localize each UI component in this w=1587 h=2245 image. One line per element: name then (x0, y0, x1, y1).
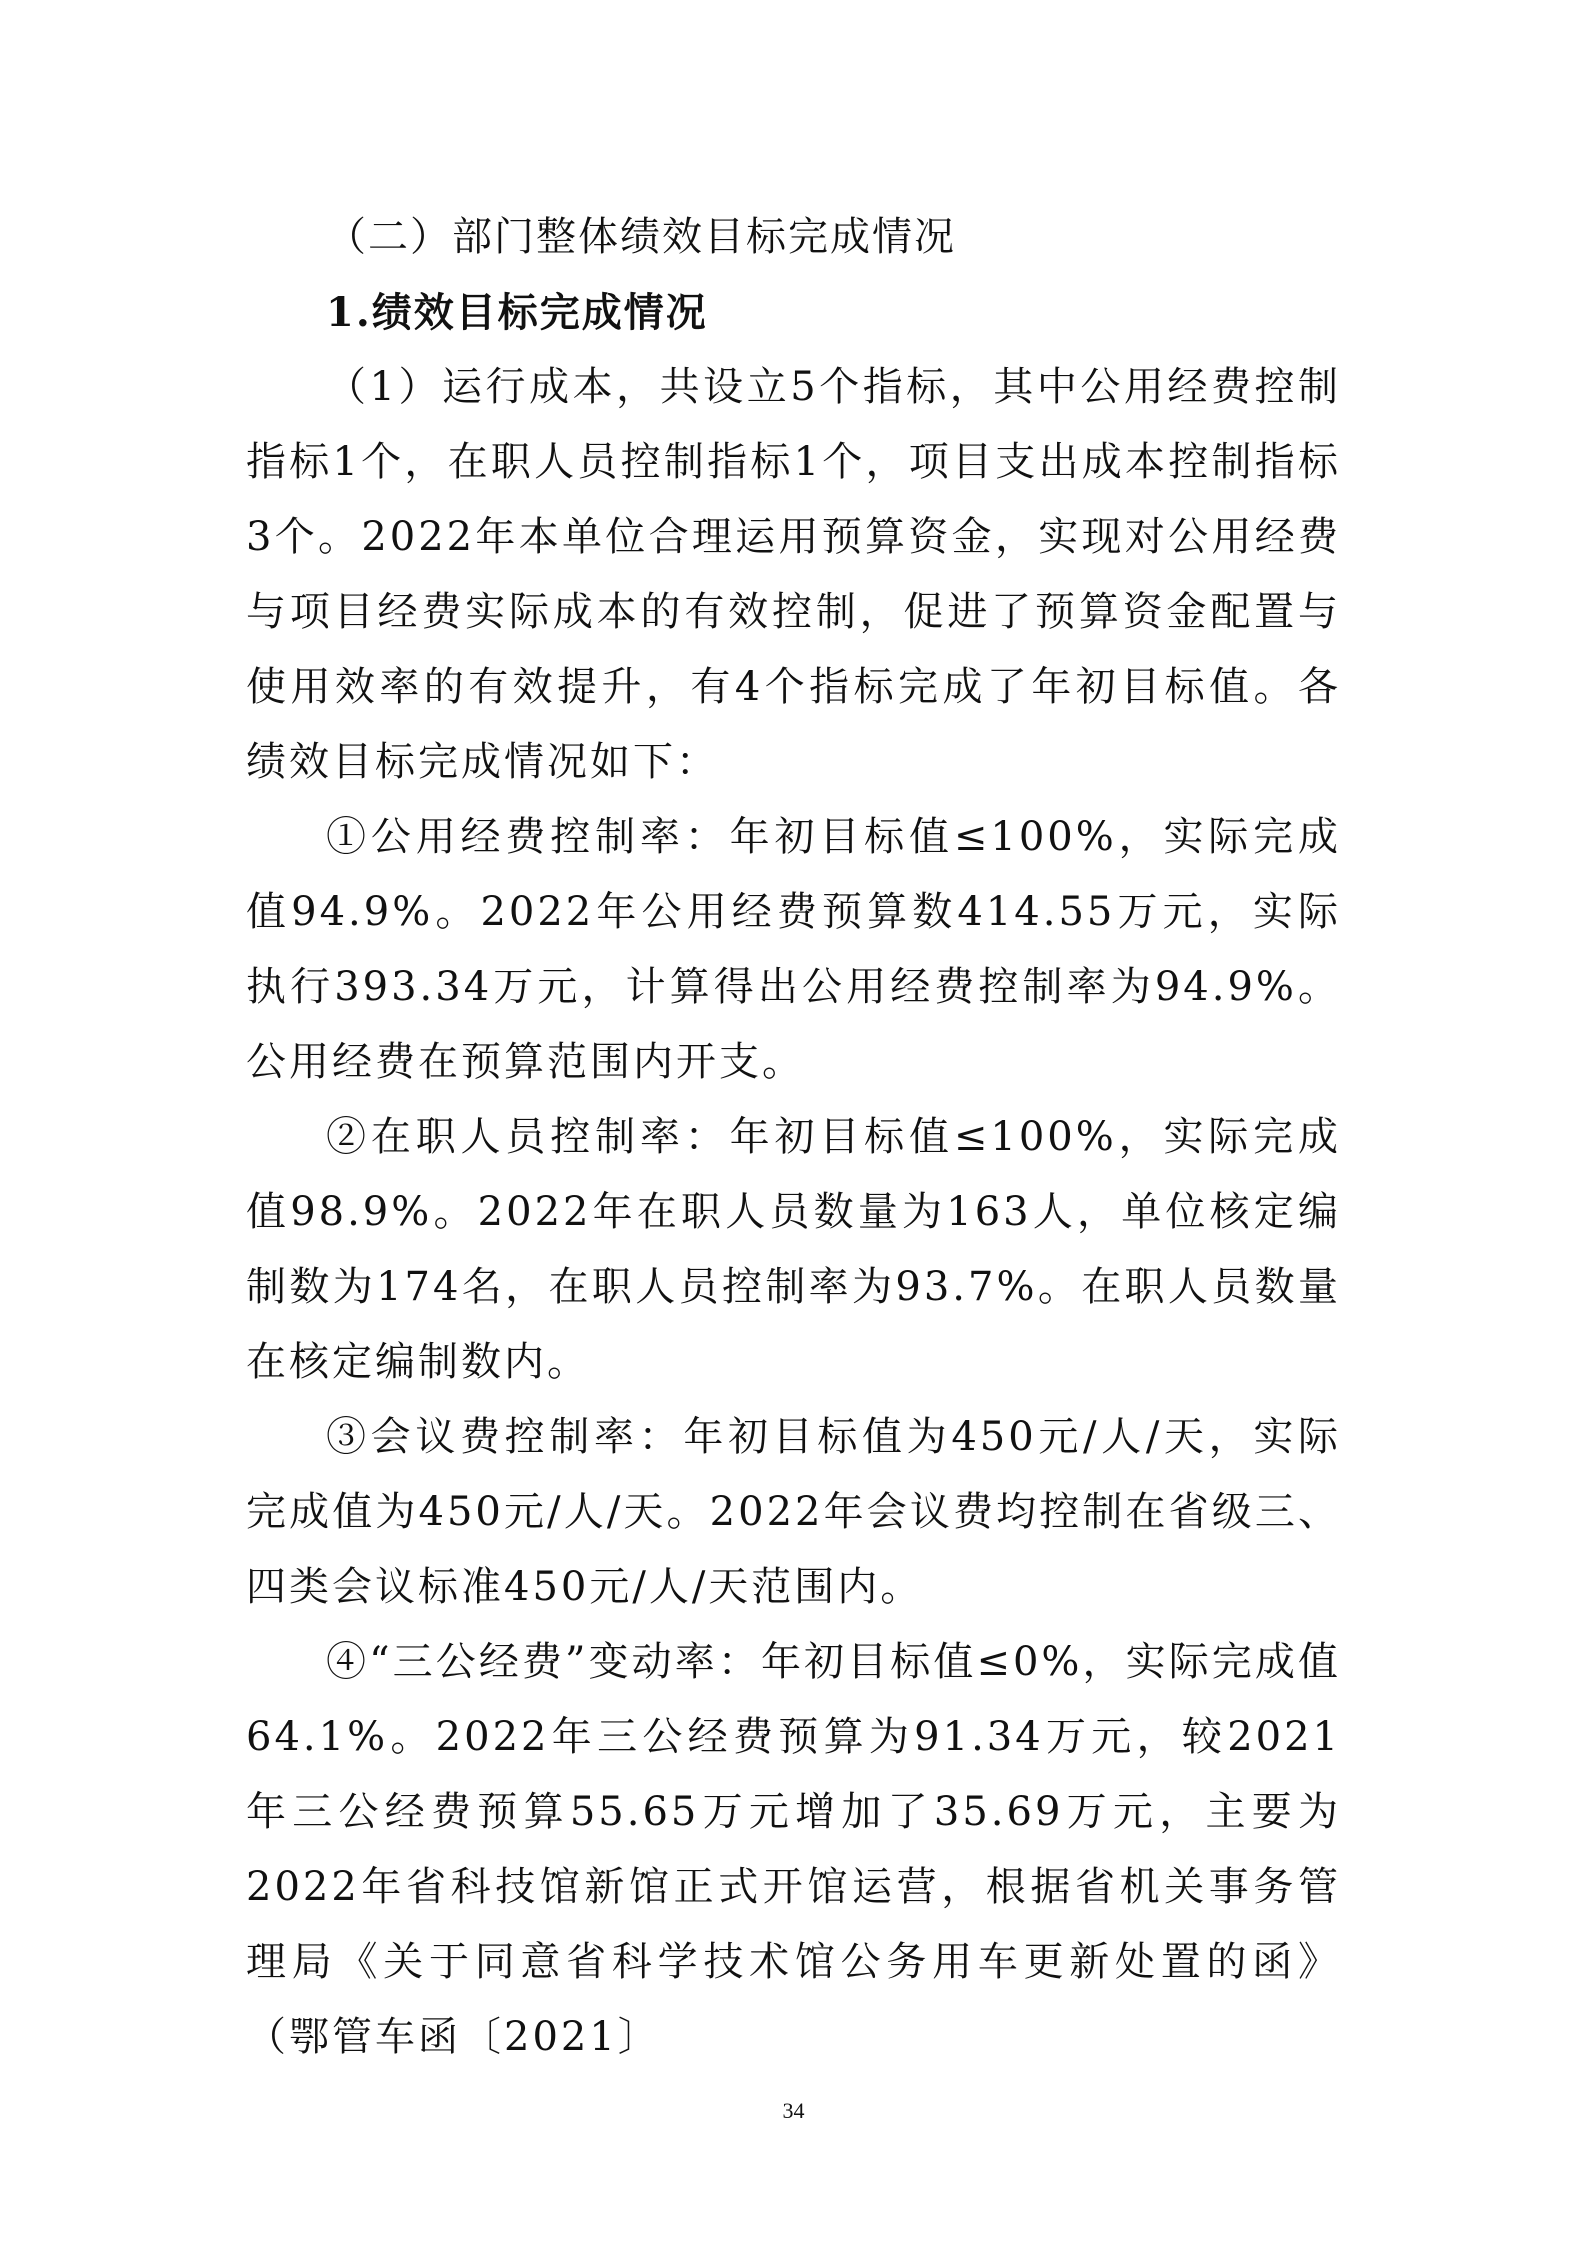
page-content (246, 200, 1341, 2075)
section-heading: （二）部门整体绩效目标完成情况 (326, 214, 956, 260)
subsection-heading: 1.绩效目标完成情况 (326, 289, 708, 336)
paragraph-staff-control: ②在职人员控制率：年初目标值≤100%，实际完成值98.9%。2022年在职人员数量为163人，单位核定编制数为174名，在职人员控制率为93.7%。在职人员数量在核定编制数内。 (246, 1114, 1341, 1385)
paragraph-meeting-fee-control: ③会议费控制率：年初目标值为450元/人/天，实际完成值为450元/人/天。2022年会议费均控制在省级三、四类会议标准450元/人/天范围内。 (246, 1414, 1341, 1610)
paragraph-three-public-expenses: ④“三公经费”变动率：年初目标值≤0%，实际完成值64.1%。2022年三公经费预算为91.34万元，较2021年三公经费预算55.65万元增加了35.69万元，主要为2022年省科技馆新馆正式开馆运营，根据省机关事务管理局《关于同意省科学技术馆公务用车更新处置的函》（鄂管车函〔2021〕 (246, 1639, 1341, 2060)
page-number: 34 (782, 2098, 805, 2123)
paragraph-operating-cost: （1）运行成本，共设立5个指标，其中公用经费控制指标1个，在职人员控制指标1个，项目支出成本控制指标3个。2022年本单位合理运用预算资金，实现对公用经费与项目经费实际成本的有效控制，促进了预算资金配置与使用效率的有效提升，有4个指标完成了年初目标值。各绩效目标完成情况如下： (246, 364, 1341, 785)
paragraph-public-expense-control: ①公用经费控制率：年初目标值≤100%，实际完成值94.9%。2022年公用经费预算数414.55万元，实际执行393.34万元，计算得出公用经费控制率为94.9%。公用经费在预算范围内开支。 (246, 814, 1341, 1085)
